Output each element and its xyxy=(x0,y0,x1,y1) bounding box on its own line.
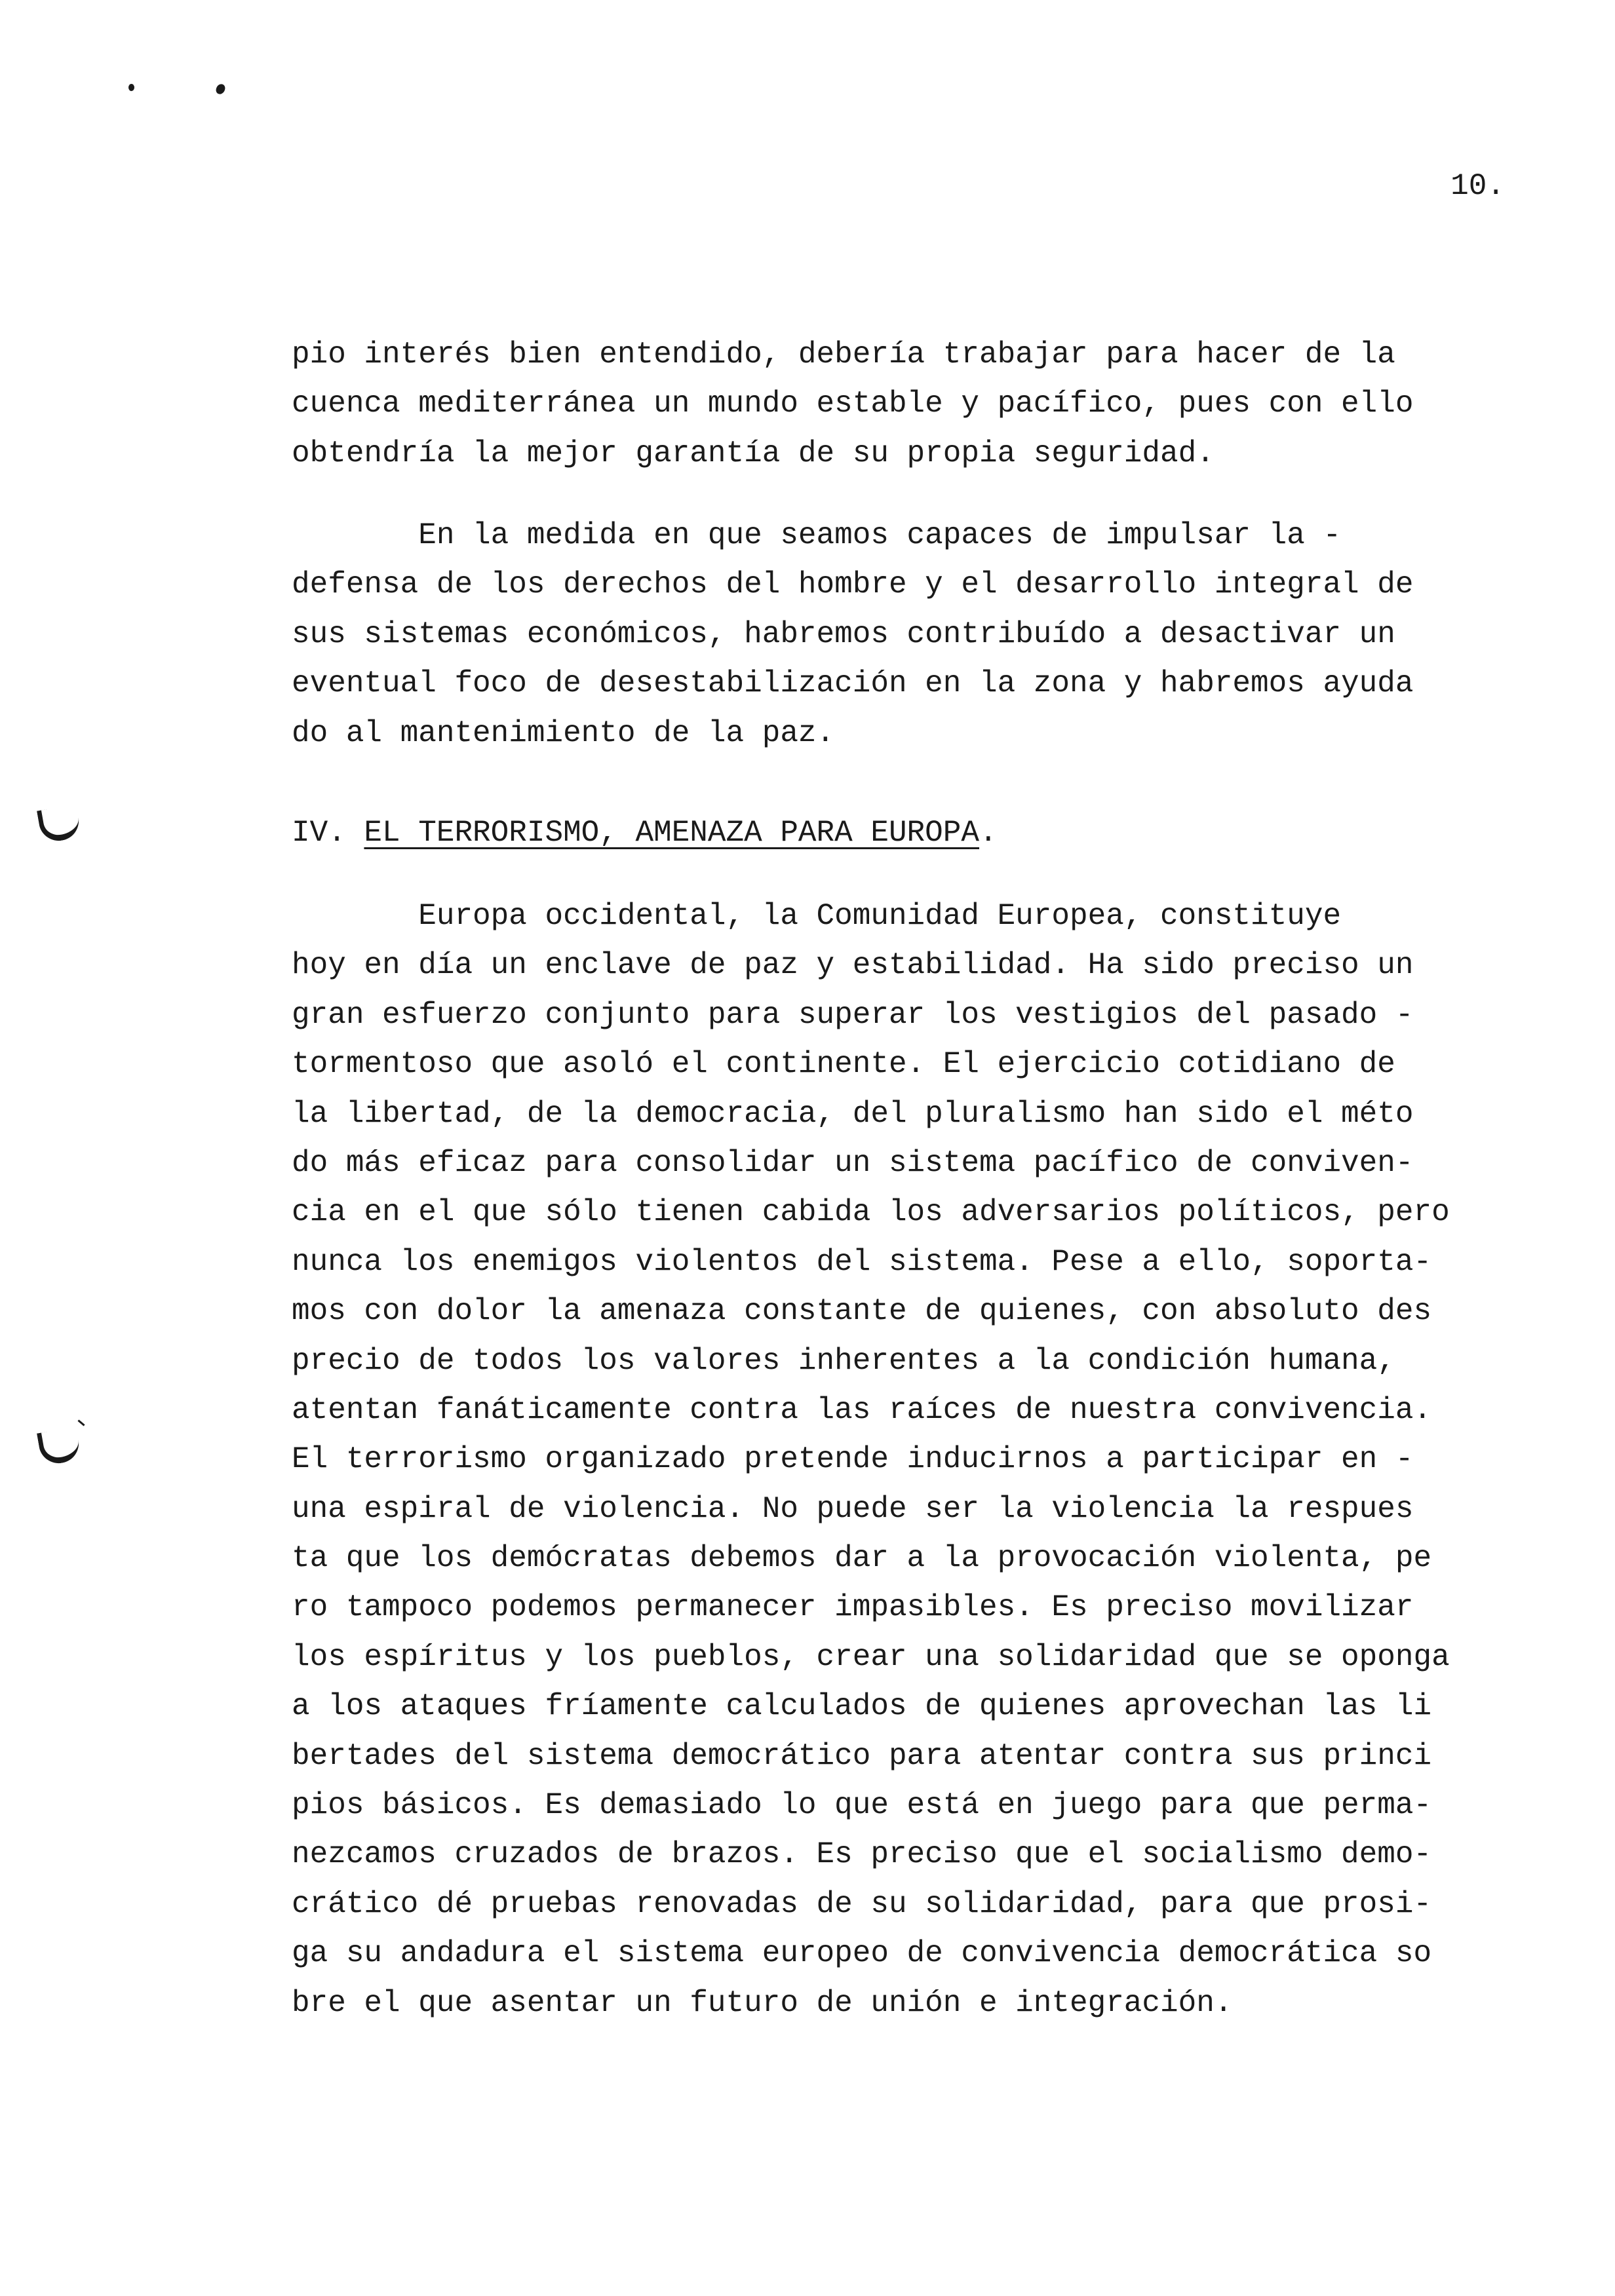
text-line: una espiral de violencia. No puede ser la violencia la respues xyxy=(292,1491,1414,1526)
text-line: En la medida en que seamos capaces de impulsar la - xyxy=(292,518,1342,552)
text-line: pios básicos. Es demasiado lo que está en juego para que perma- xyxy=(292,1788,1432,1823)
text-line: cuenca mediterránea un mundo estable y pacífico, pues con ello xyxy=(292,387,1414,421)
section-heading-end: . xyxy=(979,816,998,850)
text-line: do al mantenimiento de la paz. xyxy=(292,716,835,750)
text-line: mos con dolor la amenaza constante de quienes, con absoluto des xyxy=(292,1294,1432,1329)
text-line: cia en el que sólo tienen cabida los adversarios políticos, pero xyxy=(292,1195,1450,1230)
text-line: Europa occidental, la Comunidad Europea, constituye xyxy=(292,899,1342,933)
text-line: nezcamos cruzados de brazos. Es preciso que el socialismo demo- xyxy=(292,1837,1432,1872)
text-line: bertades del sistema democrático para atentar contra sus princi xyxy=(292,1738,1432,1773)
text-line: atentan fanáticamente contra las raíces de nuestra convivencia. xyxy=(292,1392,1432,1427)
paragraph-1 xyxy=(292,330,1524,478)
ink-mark xyxy=(77,1419,85,1426)
text-line: eventual foco de desestabilización en la zona y habremos ayuda xyxy=(292,666,1414,701)
text-line: la libertad, de la democracia, del pluralismo han sido el méto xyxy=(292,1096,1414,1131)
text-line: gran esfuerzo conjunto para superar los vestigios del pasado - xyxy=(292,997,1414,1032)
text-line: obtendría la mejor garantía de su propia seguridad. xyxy=(292,436,1215,470)
section-title: EL TERRORISMO, AMENAZA PARA EUROPA xyxy=(364,816,979,850)
punch-hole-mark xyxy=(37,804,82,844)
text-line: ro tampoco podemos permanecer impasibles. Es preciso movilizar xyxy=(292,1590,1414,1625)
punch-hole-mark xyxy=(37,1426,82,1466)
text-line: crático dé pruebas renovadas de su solidaridad, para que prosi- xyxy=(292,1886,1432,1921)
section-number: IV. xyxy=(292,816,364,850)
text-line: do más eficaz para consolidar un sistema pacífico de conviven- xyxy=(292,1145,1414,1180)
paragraph-3 xyxy=(292,892,1524,2028)
text-line: bre el que asentar un futuro de unión e integración. xyxy=(292,1985,1233,2020)
ink-mark xyxy=(128,84,134,91)
text-line: pio interés bien entendido, debería trabajar para hacer de la xyxy=(292,337,1395,372)
text-line: los espíritus y los pueblos, crear una solidaridad que se oponga xyxy=(292,1639,1450,1674)
text-line: precio de todos los valores inherentes a la condición humana, xyxy=(292,1343,1395,1378)
page-number: 10. xyxy=(1450,169,1505,203)
ink-mark xyxy=(214,83,227,96)
text-line: hoy en día un enclave de paz y estabilidad. Ha sido preciso un xyxy=(292,948,1414,983)
text-line: tormentoso que asoló el continente. El ejercicio cotidiano de xyxy=(292,1047,1395,1082)
text-line: sus sistemas económicos, habremos contribuído a desactivar un xyxy=(292,617,1395,651)
text-line: ta que los demócratas debemos dar a la provocación violenta, pe xyxy=(292,1541,1432,1576)
section-heading xyxy=(292,809,998,858)
text-line: a los ataques fríamente calculados de quienes aprovechan las li xyxy=(292,1689,1432,1724)
text-line: defensa de los derechos del hombre y el desarrollo integral de xyxy=(292,567,1414,602)
text-line: ga su andadura el sistema europeo de convivencia democrática so xyxy=(292,1936,1432,1971)
text-line: nunca los enemigos violentos del sistema. Pese a ello, soporta- xyxy=(292,1244,1432,1279)
paragraph-2 xyxy=(292,511,1524,758)
text-line: El terrorismo organizado pretende inducirnos a participar en - xyxy=(292,1442,1414,1477)
